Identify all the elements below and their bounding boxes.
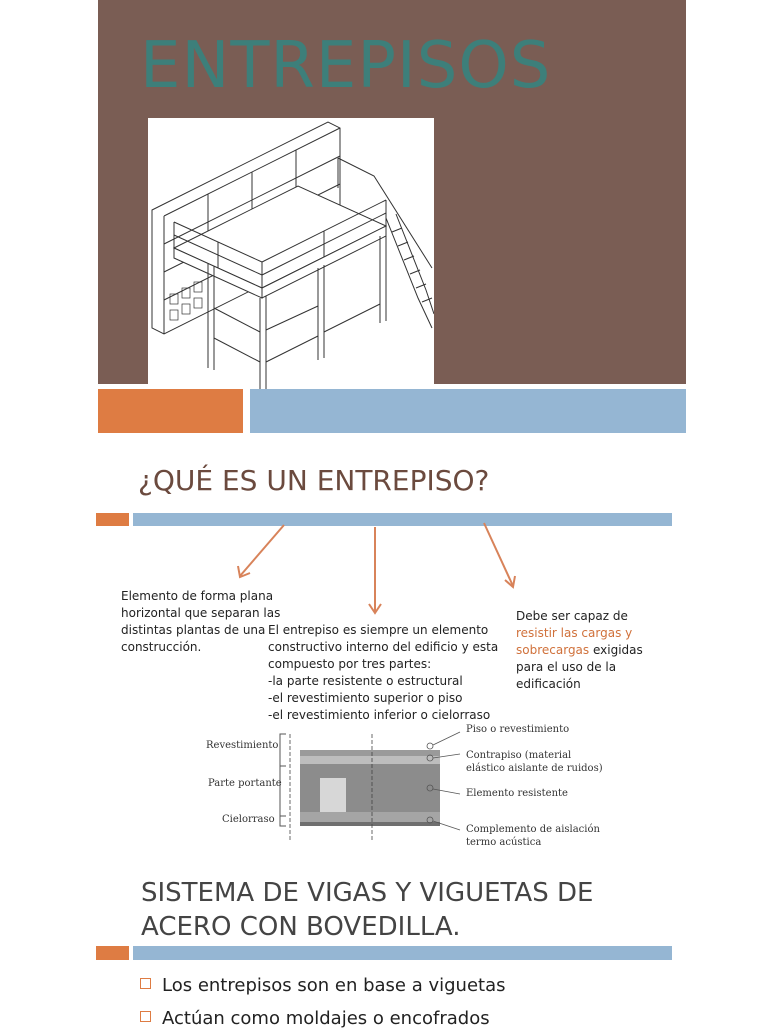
slide2-title: ¿QUÉ ES UN ENTREPISO? bbox=[138, 464, 490, 497]
label-contrapiso-detail: elástico aislante de ruidos) bbox=[466, 763, 603, 774]
bullet-item bbox=[140, 975, 506, 996]
label-cielorraso: Cielorraso bbox=[222, 814, 275, 825]
requirement-after: exigidas para el uso de la edificación bbox=[516, 643, 643, 691]
floor-section-diagram bbox=[190, 724, 603, 854]
composition-line: constructivo interno del edificio y esta bbox=[268, 640, 499, 654]
composition-text bbox=[268, 622, 498, 724]
square-bullet-icon bbox=[140, 978, 151, 989]
arrow-left bbox=[240, 525, 284, 576]
slide-title: ENTREPISOS bbox=[140, 29, 552, 103]
blue-accent-bar bbox=[133, 946, 672, 960]
slide3-title bbox=[141, 876, 593, 944]
bullet-text: Los entrepisos son en base a viguetas bbox=[162, 975, 506, 996]
composition-line: El entrepiso es siempre un elemento bbox=[268, 623, 489, 637]
bullet-text: Actúan como moldajes o encofrados bbox=[162, 1008, 490, 1029]
definition-text: Elemento de forma plana horizontal que separan las distintas plantas de una construcción. bbox=[121, 589, 281, 654]
arrow-right bbox=[484, 523, 513, 586]
label-contrapiso: Contrapiso (material bbox=[466, 750, 572, 761]
composition-line: -el revestimiento superior o piso bbox=[268, 691, 463, 705]
requirement-before: Debe ser capaz de bbox=[516, 609, 628, 623]
requirement-text bbox=[516, 608, 656, 693]
requirement-highlight: resistir las cargas y sobrecargas bbox=[516, 626, 633, 657]
composition-line: -la parte resistente o estructural bbox=[268, 674, 463, 688]
slide3-title-line: SISTEMA DE VIGAS Y VIGUETAS DE bbox=[141, 878, 594, 908]
label-termo-acustica: termo acústica bbox=[466, 837, 542, 848]
orange-accent-bar bbox=[96, 946, 129, 960]
label-parte-portante: Parte portante bbox=[208, 778, 282, 789]
label-revestimiento: Revestimiento bbox=[206, 740, 279, 751]
square-bullet-icon bbox=[140, 1011, 151, 1022]
label-complemento: Complemento de aislación bbox=[466, 824, 600, 835]
bullet-item bbox=[140, 1008, 490, 1029]
slide3-title-line: ACERO CON BOVEDILLA. bbox=[141, 912, 461, 942]
composition-line: -el revestimiento inferior o cielorraso bbox=[268, 708, 491, 722]
label-elemento-resistente: Elemento resistente bbox=[466, 788, 568, 799]
label-piso: Piso o revestimiento bbox=[466, 724, 570, 735]
composition-line: compuesto por tres partes: bbox=[268, 657, 432, 671]
